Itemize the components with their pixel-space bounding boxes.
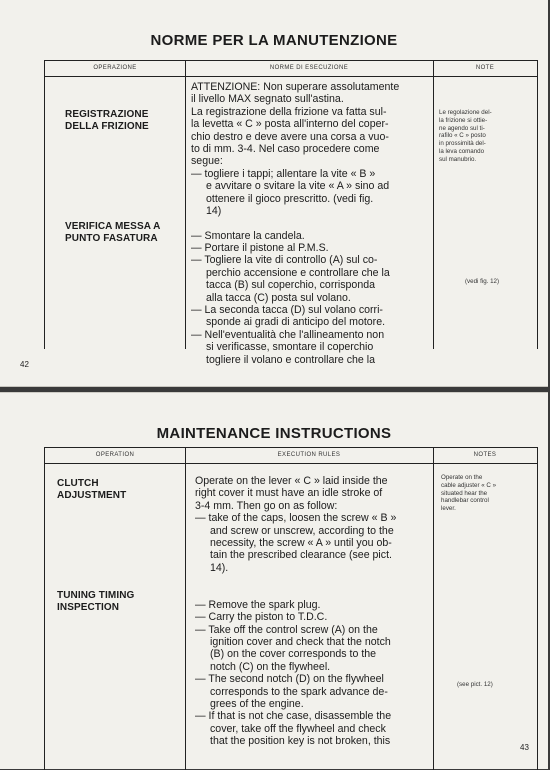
rule-line: notch (C) on the flywheel. bbox=[210, 660, 331, 673]
page-title: MAINTENANCE INSTRUCTIONS bbox=[156, 425, 392, 442]
header-operation: OPERATION bbox=[95, 452, 135, 458]
rule-line: 3-4 mm. Then go on as follow: bbox=[195, 499, 338, 512]
header-notes: NOTE bbox=[475, 65, 495, 71]
rule-line: grees of the engine. bbox=[210, 698, 304, 711]
operation-timing: VERIFICA MESSA A PUNTO FASATURA bbox=[65, 221, 161, 244]
table-header bbox=[45, 448, 537, 464]
execution-rules bbox=[195, 475, 396, 748]
rule-line bbox=[195, 587, 396, 599]
rule-line: — Take off the control screw (A) on the bbox=[195, 623, 378, 636]
rule-line: — Smontare la candela. bbox=[191, 229, 305, 242]
execution-rules bbox=[191, 81, 399, 366]
rule-line: tacca (B) sul coperchio, corrisponda bbox=[206, 279, 375, 292]
rule-line bbox=[195, 574, 396, 586]
operation-timing: TUNING TIMING INSPECTION bbox=[57, 590, 135, 613]
rule-line: right cover it must have an idle stroke of bbox=[195, 487, 383, 500]
rule-line: — If that is not che case, disassemble the bbox=[195, 710, 392, 723]
rule-line: — take of the caps, loosen the screw « B » bbox=[195, 512, 397, 525]
table-header bbox=[45, 61, 537, 77]
column-divider bbox=[185, 448, 186, 770]
note-clutch: Le regolazione del- la frizione si ottie- ne agendo sul ti- rafilo « C » posto in prossimità del- la leva comando sul manubrio. bbox=[439, 109, 492, 163]
rule-line: cover, take off the flywheel and check bbox=[210, 722, 386, 735]
rule-line: si verificasse, smontare il coperchio bbox=[206, 341, 374, 354]
rule-line: alla tacca (C) posta sul volano. bbox=[206, 291, 351, 304]
rule-line: la levetta « C » posta all'interno del coper- bbox=[191, 118, 389, 131]
header-notes: NOTES bbox=[473, 452, 497, 458]
note-clutch: Operate on the cable adjuster « C » situated hear the handlebar control lever. bbox=[441, 474, 497, 513]
page-number: 42 bbox=[20, 360, 29, 369]
rule-line: and screw or unscrew, according to the bbox=[210, 524, 394, 537]
rule-line: (B) on the cover corresponds to the bbox=[210, 648, 377, 661]
page-43 bbox=[0, 392, 548, 769]
page-number: 43 bbox=[520, 743, 529, 752]
rule-line: — togliere i tappi; allentare la vite « B » bbox=[191, 167, 376, 180]
note-timing: (vedi fig. 12) bbox=[465, 278, 500, 285]
operation-clutch: CLUTCH ADJUSTMENT bbox=[57, 478, 127, 501]
column-divider bbox=[185, 61, 186, 349]
rule-line bbox=[191, 217, 399, 229]
rule-line: — Portare il pistone al P.M.S. bbox=[191, 242, 329, 255]
note-timing: (see pict. 12) bbox=[457, 681, 493, 688]
header-rules: EXECUTION RULES bbox=[277, 452, 341, 458]
maintenance-table bbox=[44, 60, 538, 366]
rule-line: — Carry the piston to T.D.C. bbox=[195, 611, 328, 624]
rule-line: e avvitare o svitare la vite « A » sino ad bbox=[206, 180, 390, 193]
rule-line: — Nell'eventualità che l'allineamento non bbox=[191, 328, 385, 341]
header-operation: OPERAZIONE bbox=[93, 65, 137, 71]
column-divider bbox=[433, 61, 434, 349]
rule-line: il livello MAX segnato sull'astina. bbox=[191, 93, 344, 106]
rule-line: Operate on the lever « C » laid inside the bbox=[195, 475, 388, 487]
rule-line: 14) bbox=[206, 204, 222, 217]
rule-line: ATTENZIONE: Non superare assolutamente bbox=[191, 81, 400, 93]
rule-line: — Remove the spark plug. bbox=[195, 598, 321, 611]
rule-line: perchio accensione e controllare che la bbox=[206, 266, 390, 279]
rule-line: — Togliere la vite di controllo (A) sul co- bbox=[191, 254, 378, 267]
rule-line: — La seconda tacca (D) sul volano corri- bbox=[191, 304, 383, 317]
rule-line: corresponds to the spark advance de- bbox=[210, 685, 388, 698]
rule-line: that the position key is not broken, this bbox=[210, 735, 391, 748]
rule-line: necessity, the screw « A » until you ob- bbox=[210, 536, 392, 549]
rule-line: segue: bbox=[191, 155, 223, 168]
rule-line: — The second notch (D) on the flywheel bbox=[195, 673, 384, 686]
rule-line: sponde ai gradi di anticipo del motore. bbox=[206, 316, 386, 329]
rule-line: La registrazione della frizione va fatta sul- bbox=[191, 105, 387, 118]
rule-line: to di mm. 3-4. Nel caso procedere come bbox=[191, 142, 380, 155]
rule-line: 14). bbox=[210, 561, 229, 574]
header-rules: NORME DI ESECUZIONE bbox=[269, 65, 349, 71]
rule-line: ottenere il gioco prescritto. (vedi fig. bbox=[206, 192, 374, 205]
rule-line: ignition cover and check that the notch bbox=[210, 636, 391, 649]
rule-line: togliere il volano e controllare che la bbox=[206, 353, 376, 366]
page-title: NORME PER LA MANUTENZIONE bbox=[150, 32, 398, 49]
column-divider bbox=[433, 448, 434, 770]
maintenance-table bbox=[44, 447, 538, 770]
rule-line: tain the prescribed clearance (see pict. bbox=[210, 549, 392, 562]
operation-clutch: REGISTRAZIONE DELLA FRIZIONE bbox=[65, 109, 149, 132]
rule-line: chio destro e deve avere una corsa a vuo- bbox=[191, 130, 389, 143]
